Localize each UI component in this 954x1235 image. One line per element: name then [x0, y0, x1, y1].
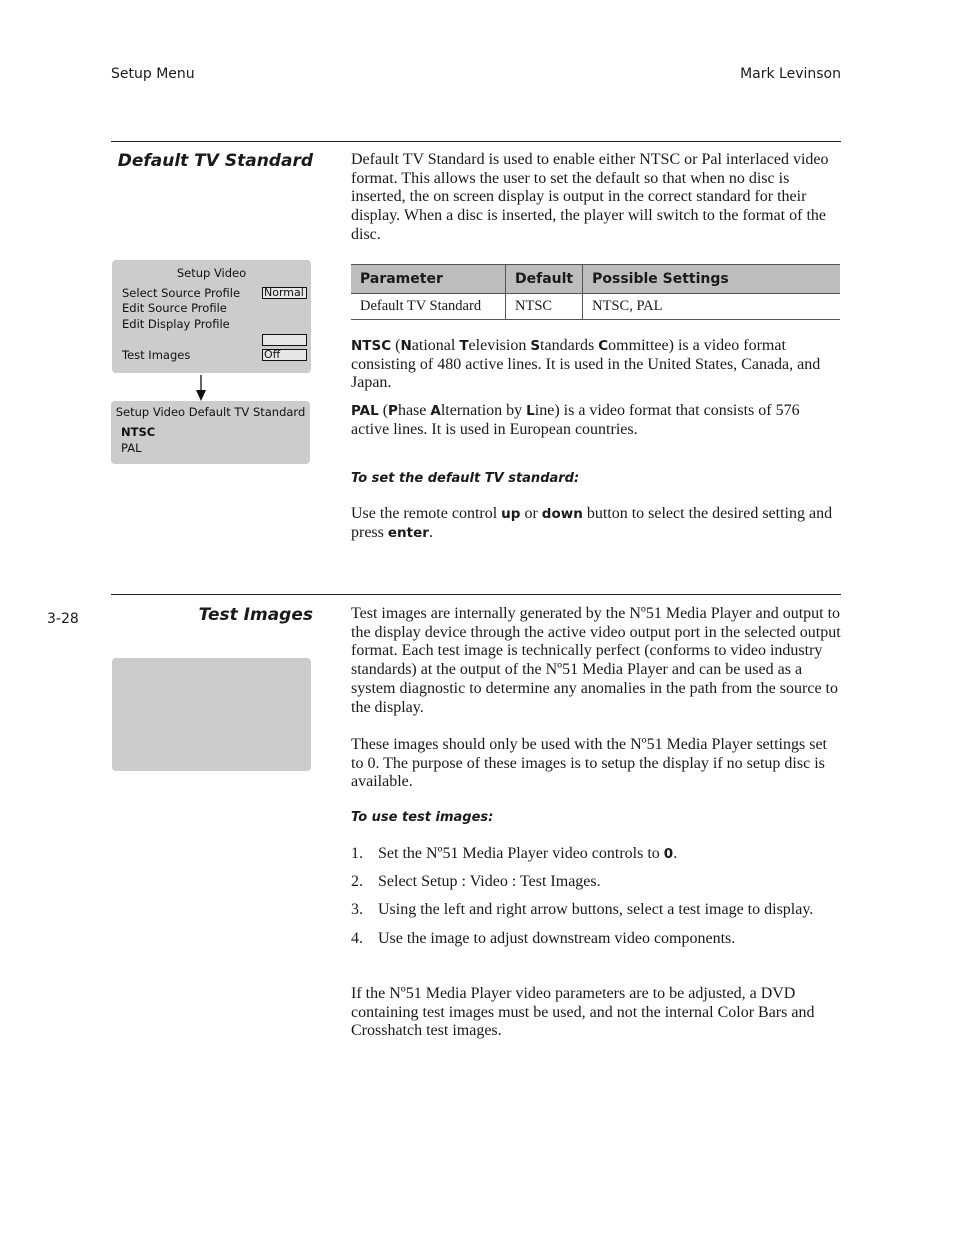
- acronym-letter: T: [459, 338, 469, 354]
- section-divider: [111, 594, 841, 595]
- running-header-left: Setup Menu: [111, 66, 195, 82]
- acronym-word: lternation by: [440, 402, 527, 419]
- intro-paragraph: Default TV Standard is used to enable either NTSC or Pal interlaced video format. This allows the user to set the default so that when no disc is inserted, the on screen display is output in the correct standard for their display. When a disc is inserted, the player will switch to the format of the disc.: [351, 151, 829, 243]
- test-images-steps: [351, 845, 841, 948]
- step-number: 3.: [351, 901, 363, 919]
- ntsc-paragraph: [351, 337, 841, 393]
- acronym-letter: A: [430, 403, 441, 419]
- text: .: [428, 523, 433, 541]
- acronym-letter: C: [598, 338, 609, 354]
- test-images-paragraph-2: These images should only be used with the Nº51 Media Player settings set to 0. The purpose of these images is to setup the display if no setup disc is available.: [351, 735, 827, 791]
- menu-item-select-source-profile[interactable]: Select Source Profile: [122, 286, 241, 300]
- page-number: 3-28: [47, 611, 79, 627]
- menu-option-ntsc[interactable]: NTSC: [121, 425, 156, 439]
- paren-open: (: [391, 337, 401, 354]
- table-header-row: [351, 265, 840, 294]
- test-image-placeholder: [112, 658, 311, 771]
- steps-list: [351, 845, 841, 948]
- menu-item-edit-display-profile[interactable]: Edit Display Profile: [122, 317, 230, 331]
- section-divider: [111, 141, 841, 142]
- acronym-word: hase: [397, 402, 431, 419]
- test-images-closing: [351, 985, 841, 1041]
- menu-item-edit-source-profile[interactable]: Edit Source Profile: [122, 301, 227, 315]
- step-end: .: [673, 845, 678, 862]
- value-blank: [262, 334, 307, 346]
- step-text: Select Setup : Video : Test Images.: [378, 873, 601, 891]
- procedure-title-default-tv: To set the default TV standard:: [351, 471, 580, 486]
- step-text: Using the left and right arrow buttons, select a test image to display.: [378, 901, 814, 919]
- step-value: 0: [663, 846, 674, 862]
- running-header-right: Mark Levinson: [740, 66, 841, 82]
- step-number: 4.: [351, 929, 363, 947]
- acronym-word: ational: [411, 337, 460, 354]
- menu-title: Setup Video Default TV Standard: [115, 405, 306, 419]
- table-cell: Default TV Standard: [351, 294, 506, 320]
- ntsc-definition: [351, 337, 841, 393]
- procedure-title-test-images: To use test images:: [351, 810, 494, 825]
- arrow-down-icon: [194, 375, 208, 402]
- text: or: [520, 505, 542, 522]
- table-cell: NTSC, PAL: [583, 294, 840, 320]
- column-header-parameter: Parameter: [351, 265, 506, 294]
- up-button-label: up: [501, 506, 521, 522]
- default-tv-standard-intro: [351, 151, 841, 245]
- pal-definition: [351, 402, 841, 439]
- parameter-table: [351, 264, 840, 320]
- column-header-default: Default: [506, 265, 583, 294]
- value-select-source-profile: Normal: [262, 287, 307, 299]
- table-cell: NTSC: [506, 294, 583, 320]
- test-images-body: [351, 605, 841, 792]
- pal-paragraph: [351, 402, 841, 439]
- procedure-default-tv: [351, 505, 841, 542]
- list-item: [351, 930, 841, 949]
- acronym-letter: S: [530, 338, 541, 354]
- acronym-letter: L: [526, 403, 535, 419]
- value-test-images: Off: [262, 349, 307, 361]
- menu-title: Setup Video: [176, 266, 247, 280]
- step-number: 1.: [351, 845, 363, 862]
- setup-video-menu: [112, 260, 311, 373]
- text: button to select the desired setting and press: [351, 505, 833, 541]
- list-item: [351, 901, 841, 920]
- column-header-possible-settings: Possible Settings: [583, 265, 840, 294]
- list-item: [351, 873, 841, 892]
- list-item: [351, 845, 841, 864]
- procedure-paragraph: [351, 505, 841, 542]
- pal-term: PAL: [351, 403, 379, 419]
- pal-description: ) is a video format that consists of 576 active lines. It is used in European countries.: [351, 402, 800, 438]
- default-tv-standard-menu: [111, 401, 310, 464]
- step-text: Set the Nº51 Media Player video controls to: [378, 845, 664, 862]
- acronym-word: ommittee: [608, 337, 669, 354]
- section-title-default-tv-standard: Default TV Standard: [117, 151, 313, 171]
- acronym-word: ine: [534, 402, 555, 419]
- acronym-letter: N: [400, 338, 412, 354]
- acronym-word: tandards: [540, 337, 599, 354]
- menu-item-test-images[interactable]: Test Images: [122, 348, 191, 362]
- table-row: [351, 294, 840, 320]
- step-number: 2.: [351, 873, 363, 891]
- acronym-word: elevision: [468, 337, 531, 354]
- section-title-test-images: Test Images: [198, 605, 313, 625]
- test-images-paragraph-3: If the Nº51 Media Player video parameters are to be adjusted, a DVD containing test images must be used, and not the internal Color Bars and Crosshatch test images.: [351, 985, 815, 1040]
- step-text: Use the image to adjust downstream video components.: [378, 929, 736, 947]
- menu-option-pal[interactable]: PAL: [121, 441, 142, 455]
- down-button-label: down: [541, 506, 583, 522]
- text: Use the remote control: [351, 505, 502, 522]
- test-images-paragraph-1: Test images are internally generated by the Nº51 Media Player and output to the display device through the active video output port in the selected output format. Each test image is technically perfect (conforms to video industry standards) at the output of the Nº51 Media Player and can be used as a system diagnostic to determine any anomalies in the path from the source to the display.: [351, 605, 841, 716]
- paren-open: (: [378, 402, 389, 419]
- acronym-letter: P: [388, 403, 398, 419]
- enter-button-label: enter: [387, 524, 429, 541]
- ntsc-description: ) is a video format consisting of 480 active lines. It is used in the United States, Canada, and Japan.: [351, 337, 821, 392]
- ntsc-term: NTSC: [351, 338, 392, 354]
